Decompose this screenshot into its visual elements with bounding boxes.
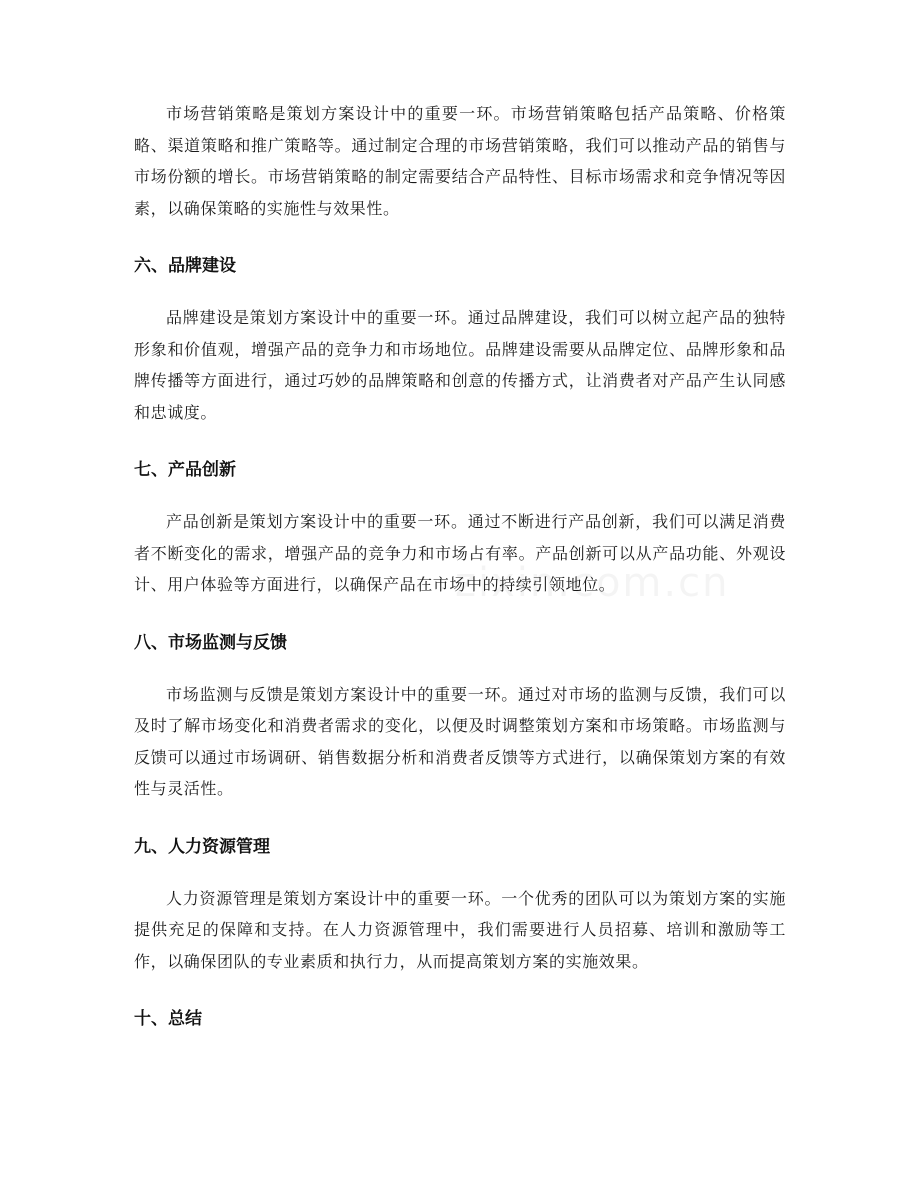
- document-page: [134, 98, 786, 1032]
- section-heading-summary: 十、总结: [134, 1009, 202, 1029]
- section-paragraph-product-innovation: 产品创新是策划方案设计中的重要一环。通过不断进行产品创新，我们可以满足消费者不断变化的需求，增强产品的竞争力和市场占有率。产品创新可以从产品功能、外观设计、用户体验等方面进行，以确保产品在市场中的持续引领地位。: [134, 512, 786, 594]
- section-heading-brand: 六、品牌建设: [134, 256, 236, 276]
- section-paragraph-hr-management: 人力资源管理是策划方案设计中的重要一环。一个优秀的团队可以为策划方案的实施提供充足的保障和支持。在人力资源管理中，我们需要进行人员招募、培训和激励等工作，以确保团队的专业素质和执行力，从而提高策划方案的实施效果。: [134, 888, 786, 971]
- section-paragraph-brand: 品牌建设是策划方案设计中的重要一环。通过品牌建设，我们可以树立起产品的独特形象和价值观，增强产品的竞争力和市场地位。品牌建设需要从品牌定位、品牌形象和品牌传播等方面进行，通过巧妙的品牌策略和创意的传播方式，让消费者对产品产生认同感和忠诚度。: [134, 308, 786, 422]
- section-heading-product-innovation: 七、产品创新: [134, 460, 236, 480]
- section-heading-hr-management: 九、人力资源管理: [134, 836, 270, 857]
- section-paragraph-market-monitoring: 市场监测与反馈是策划方案设计中的重要一环。通过对市场的监测与反馈，我们可以及时了解市场变化和消费者需求的变化，以便及时调整策划方案和市场策略。市场监测与反馈可以通过市场调研、销售数据分析和消费者反馈等方式进行，以确保策划方案的有效性与灵活性。: [134, 684, 786, 798]
- section-heading-market-monitoring: 八、市场监测与反馈: [134, 632, 287, 653]
- intro-paragraph: 市场营销策略是策划方案设计中的重要一环。市场营销策略包括产品策略、价格策略、渠道策略和推广策略等。通过制定合理的市场营销策略，我们可以推动产品的销售与市场份额的增长。市场营销策略的制定需要结合产品特性、目标市场需求和竞争情况等因素，以确保策略的实施性与效果性。: [134, 104, 786, 218]
